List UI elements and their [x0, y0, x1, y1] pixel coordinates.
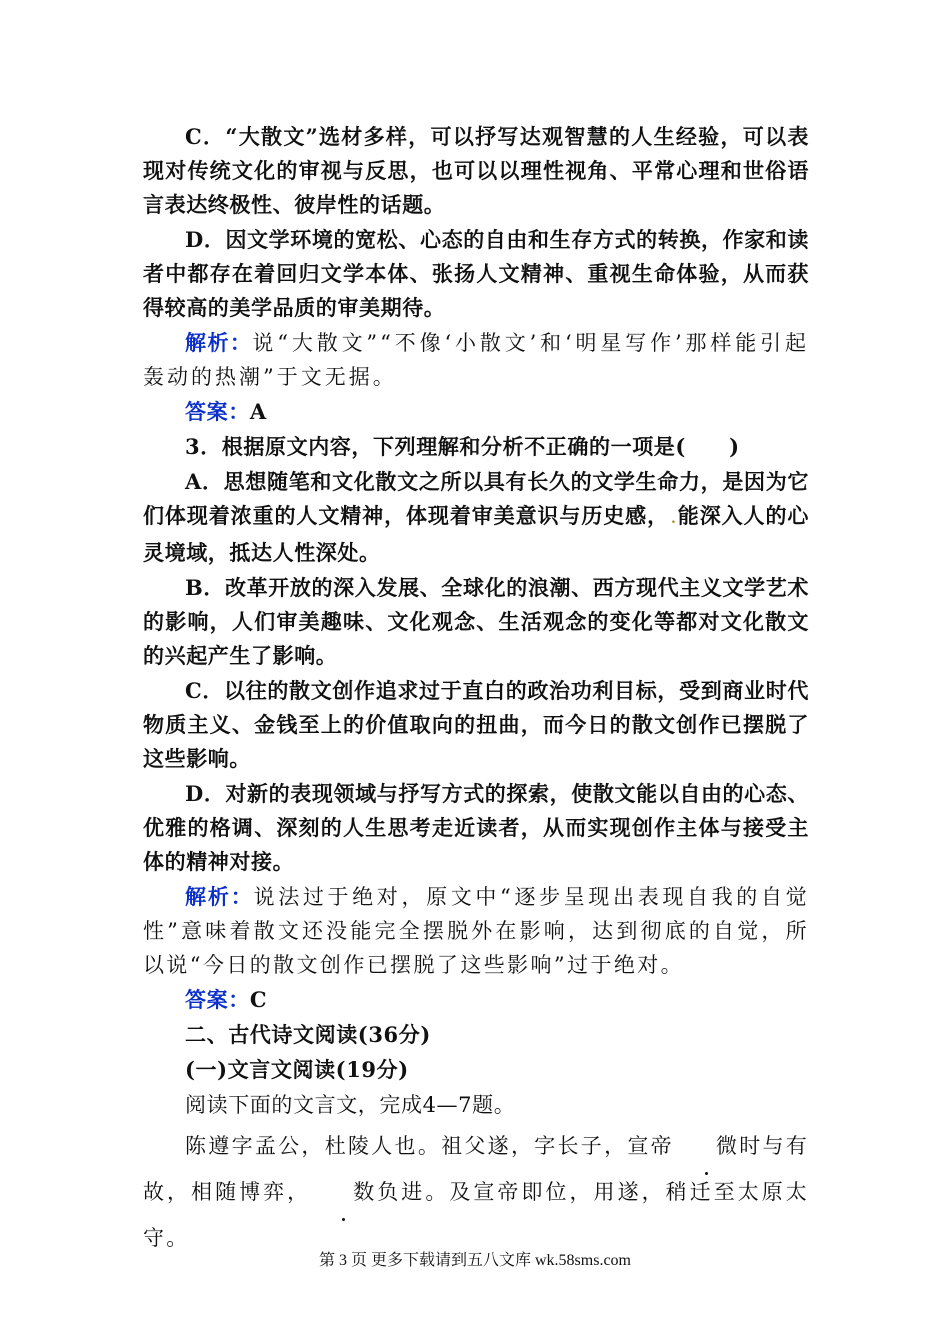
classical-passage [143, 1123, 809, 1261]
classical-passage-part3: 负进。及宣帝即位，用遂，稍迁至太原太守。 [143, 1180, 809, 1250]
answer-value: C [249, 987, 268, 1012]
q3-option-c: C．以往的散文创作追求过于直白的政治功利目标，受到商业时代物质主义、金钱至上的价值取向的扭曲，而今日的散文创作已摆脱了这些影响。 [143, 678, 809, 771]
stray-mark: . [671, 511, 677, 527]
q3-option-b: B．改革开放的深入发展、全球化的浪潮、西方现代主义文学艺术的影响，人们审美趣味、文化观念、生活观念的变化等都对文化散文的兴起产生了影响。 [143, 575, 809, 668]
section-subheading: (一)文言文阅读(19分) [185, 1057, 409, 1082]
answer-label: 答案： [185, 399, 250, 424]
page-content [143, 120, 809, 1261]
q3-option-a-part2: 能深入人的心灵境域，抵达人性深处。 [143, 503, 809, 565]
q3-analysis [143, 880, 809, 982]
emphasis-char-wei: 微 [674, 1123, 739, 1169]
q3-option-d: D．对新的表现领域与抒写方式的探索，使散文能以自由的心态、优雅的格调、深刻的人生思考走近读者，从而实现创作主体与接受主体的精神对接。 [143, 781, 809, 874]
page-footer: 第 3 页 更多下载请到五八文库 wk.58sms.com [318, 1252, 631, 1269]
q3-answer [143, 983, 809, 1017]
analysis-text: 说“大散文”“不像‘小散文’和‘明星写作’那样能引起轰动的热潮”于文无据。 [143, 331, 809, 389]
question-3-stem: 3．根据原文内容，下列理解和分析不正确的一项是( ) [185, 434, 740, 459]
answer-value: A [249, 399, 267, 424]
q2-option-c: C．“大散文”选材多样，可以抒写达观智慧的人生经验，可以表现对传统文化的审视与反思，也可以以理性视角、平常心理和世俗语言表达终极性、彼岸性的话题。 [143, 124, 809, 217]
classical-passage-part1: 陈遵字孟公，杜陵人也。祖父遂，字长子，宣帝 [185, 1134, 674, 1158]
reading-instruction: 阅读下面的文言文，完成4—7题。 [185, 1093, 516, 1117]
section-heading: 二、古代诗文阅读(36分) [185, 1022, 431, 1047]
emphasis-char-shu: 数 [311, 1169, 376, 1215]
answer-label: 答案： [185, 987, 250, 1012]
q3-option-a [143, 465, 809, 570]
q2-answer [143, 395, 809, 429]
q2-option-d: D．因文学环境的宽松、心态的自由和生存方式的转换，作家和读者中都存在着回归文学本体、张扬人文精神、重视生命体验，从而获得较高的美学品质的审美期待。 [143, 227, 809, 320]
q3-option-a-part1: A．思想随笔和文化散文之所以具有长久的文学生命力，是因为它们体现着浓重的人文精神，体现着审美意识与历史感， [143, 469, 809, 528]
classical-passage-part2: 时与有故，相随博弈， [143, 1134, 809, 1204]
q2-analysis [143, 326, 809, 394]
analysis-label: 解析： [185, 884, 254, 909]
analysis-label: 解析： [185, 330, 253, 355]
analysis-text: 说法过于绝对，原文中“逐步呈现出表现自我的自觉性”意味着散文还没能完全摆脱外在影响，达到彻底的自觉，所以说“今日的散文创作已摆脱了这些影响”过于绝对。 [143, 885, 809, 977]
